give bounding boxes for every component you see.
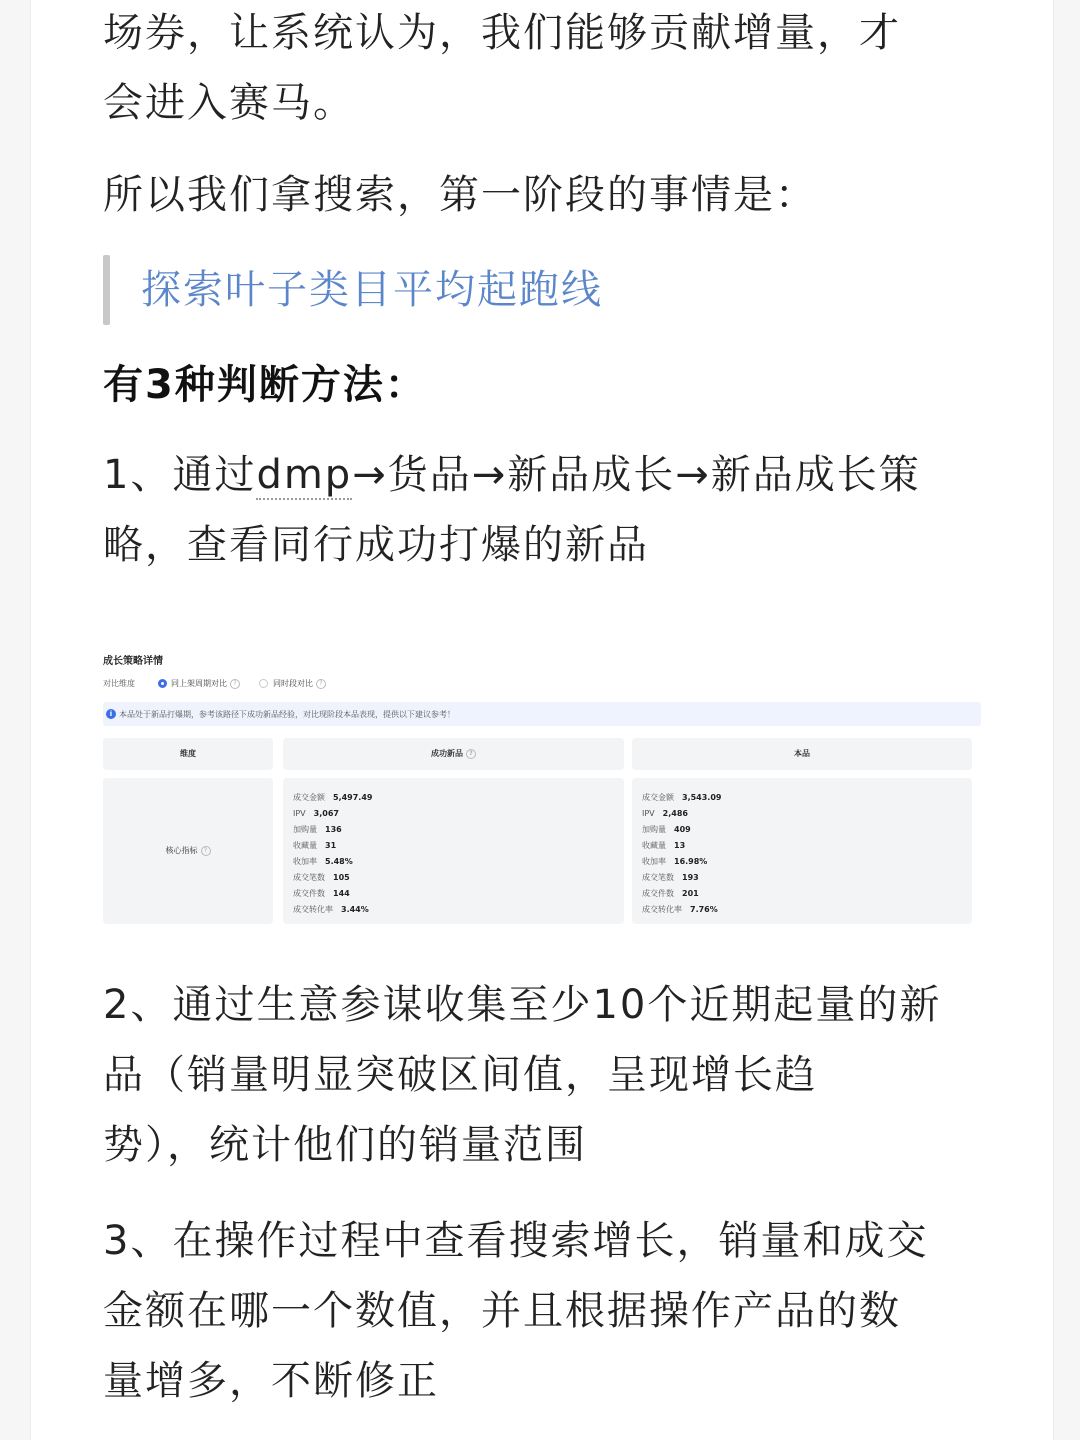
notice-banner: [103, 702, 981, 726]
notice-text: 本品处于新品打爆期，参考该路径下成功新品经验，对比现阶段本品表现，提供以下建议参考！: [119, 710, 455, 719]
header-dimension: 维度: [103, 738, 273, 770]
text-line: 2、通过生意参谋收集至少10个近期起量的新: [103, 982, 942, 1028]
text-line: 金额在哪一个数值，并且根据操作产品的数: [103, 1288, 901, 1334]
metric-row: 收加率 16.98%: [642, 857, 708, 866]
help-icon: ?: [316, 679, 326, 689]
header-own: 本品: [632, 738, 972, 770]
metric-row: 成交金额 5,497.49: [293, 793, 373, 802]
text-line: 量增多，不断修正: [103, 1358, 439, 1404]
radio-unselected[interactable]: [259, 679, 268, 688]
text-line: 略，查看同行成功打爆的新品: [103, 522, 649, 568]
own-metrics-cell: [632, 778, 972, 924]
metric-row: 收藏量 13: [642, 841, 686, 850]
option-same-period: 同时段对比 ?: [273, 678, 326, 689]
row-label-cell: [103, 778, 273, 924]
text-line: 所以我们拿搜索，第一阶段的事情是：: [103, 172, 817, 218]
screenshot-title: 成长策略详情: [103, 656, 163, 667]
metric-row: 收藏量 31: [293, 841, 337, 850]
method-1: [103, 440, 983, 580]
method-1-prefix: 1、通过: [103, 452, 257, 498]
article-page: [30, 0, 1054, 1440]
method-2: [103, 970, 983, 1180]
text-line: 势），统计他们的销量范围: [103, 1122, 587, 1168]
section-heading: 有3种判断方法：: [103, 362, 427, 408]
compare-label: 对比维度: [103, 679, 135, 688]
text-line: 3、在操作过程中查看搜索增长，销量和成交: [103, 1218, 929, 1264]
method-1-rest: →货品→新品成长→新品成长策: [352, 452, 921, 498]
text-line: [103, 440, 983, 510]
radio-selected[interactable]: [158, 679, 167, 688]
core-metrics-label: 核心指标 ?: [103, 778, 273, 924]
growth-strategy-screenshot[interactable]: [103, 640, 981, 930]
metric-row: IPV 2,486: [642, 809, 688, 818]
success-metrics-cell: [283, 778, 624, 924]
text-line: 会进入赛马。: [103, 80, 355, 126]
quote-bar: [103, 255, 110, 325]
help-icon: ?: [466, 749, 476, 759]
metric-row: 加购量 409: [642, 825, 691, 834]
metric-row: 成交转化率 7.76%: [642, 905, 718, 914]
paragraph-search: [103, 160, 983, 230]
metric-row: 加购量 136: [293, 825, 342, 834]
blockquote: [103, 255, 983, 325]
method-3: [103, 1206, 983, 1416]
option-same-cycle: 同上架周期对比 ?: [171, 678, 240, 689]
metric-row: 成交笔数 193: [642, 873, 699, 882]
help-icon: ?: [230, 679, 240, 689]
text-line: 场券，让系统认为，我们能够贡献增量，才: [103, 10, 901, 56]
metric-row: 成交笔数 105: [293, 873, 350, 882]
dmp-term-link[interactable]: dmp: [256, 452, 353, 498]
help-icon: ?: [201, 846, 211, 856]
metric-row: 成交转化率 3.44%: [293, 905, 369, 914]
metric-row: 成交金额 3,543.09: [642, 793, 722, 802]
paragraph-intro: [103, 0, 983, 138]
metric-row: 成交件数 144: [293, 889, 350, 898]
header-success: 成功新品 ?: [283, 738, 624, 770]
metric-row: 收加率 5.48%: [293, 857, 353, 866]
metric-row: 成交件数 201: [642, 889, 699, 898]
text-line: 品（销量明显突破区间值，呈现增长趋: [103, 1052, 817, 1098]
metric-row: IPV 3,067: [293, 809, 339, 818]
info-icon: i: [106, 709, 116, 719]
quote-text: 探索叶子类目平均起跑线: [141, 267, 603, 313]
